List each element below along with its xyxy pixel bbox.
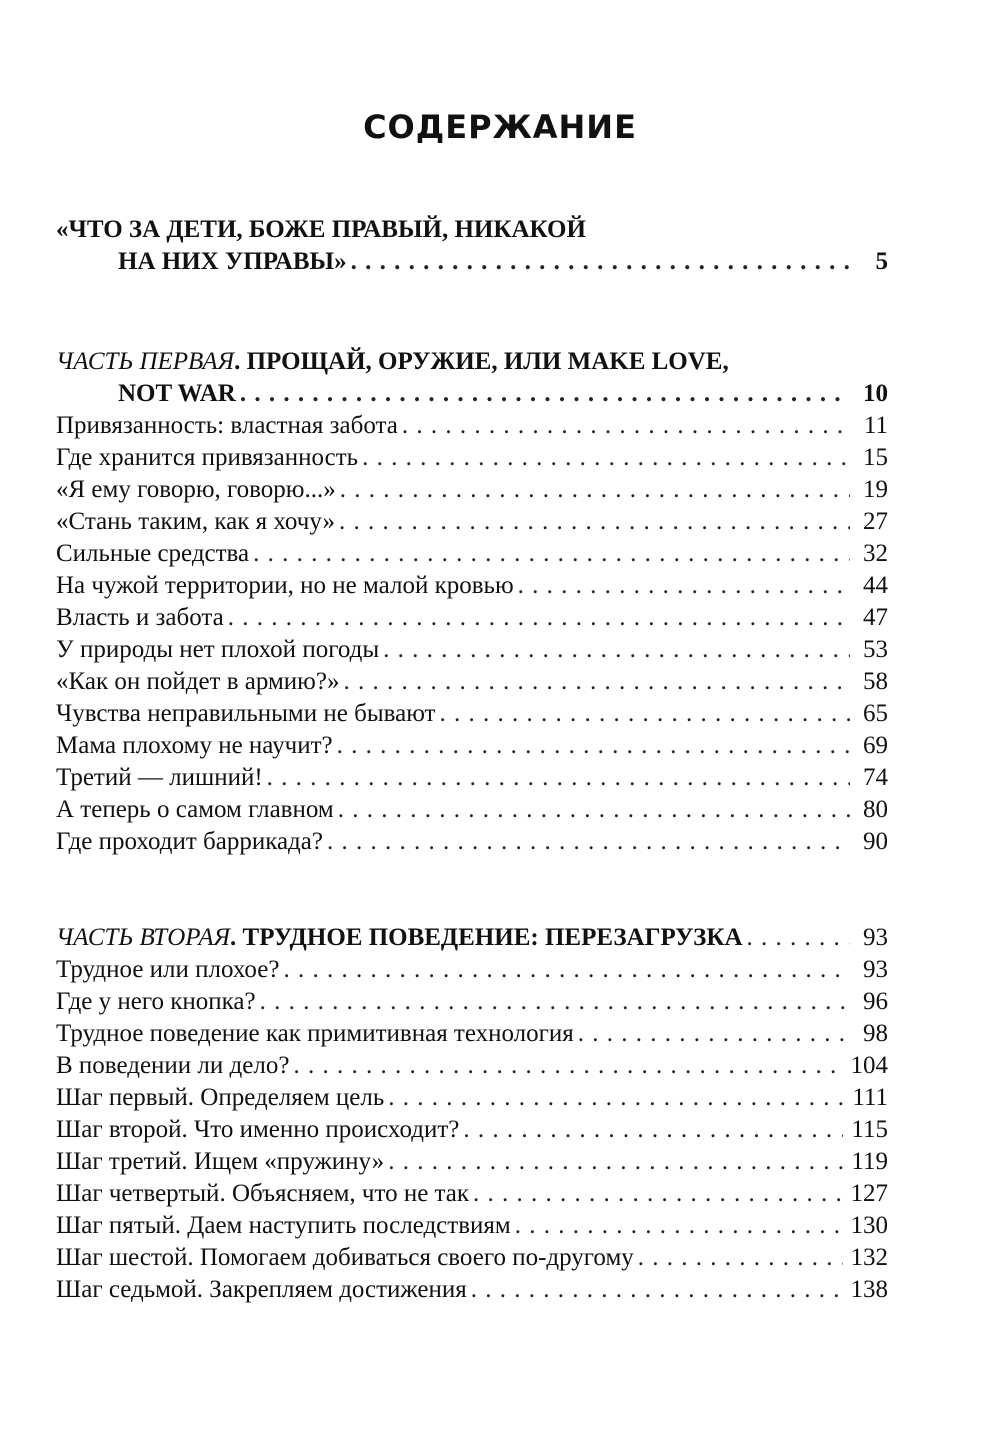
page-number: 130 <box>850 1212 888 1239</box>
toc-intro-section <box>56 214 888 278</box>
toc-entry[interactable] <box>56 634 888 666</box>
toc-entry-part2[interactable]: ЧАСТЬ ВТОРАЯ. ТРУДНОЕ ПОВЕДЕНИЕ: ПЕРЕЗАГРУЗКА . . . 93 <box>56 922 888 954</box>
toc-entry-label: Трудное поведение как примитивная технология <box>56 1020 574 1047</box>
page-number: 119 <box>851 1148 888 1175</box>
toc-entry[interactable] <box>56 1242 888 1274</box>
toc-entry[interactable] <box>56 602 888 634</box>
page-number: 74 <box>863 764 888 791</box>
dot-leader <box>260 986 850 1018</box>
dot-leader <box>327 826 850 858</box>
dot-leader <box>240 378 850 410</box>
toc-entry-label: «Я ему говорю, говорю...» <box>56 476 336 503</box>
toc-entry-label: «Стань таким, как я хочу» <box>56 508 335 535</box>
dot-leader <box>515 1210 843 1242</box>
toc-entry[interactable] <box>56 730 888 762</box>
dot-leader <box>578 1018 850 1050</box>
toc-entry[interactable] <box>56 698 888 730</box>
dot-leader <box>253 538 850 570</box>
dot-leader <box>463 1114 843 1146</box>
part1-entry-list <box>56 410 888 858</box>
toc-entry-label: У природы нет плохой погоды <box>56 636 380 663</box>
toc-entry[interactable] <box>56 570 888 602</box>
toc-entry-label: А теперь о самом главном <box>56 796 334 823</box>
intro-title-line-2: НА НИХ УПРАВЫ» <box>118 248 347 275</box>
toc-entry-label: Шаг седьмой. Закрепляем достижения <box>56 1276 467 1303</box>
toc-part1-section <box>56 346 888 858</box>
toc-entry[interactable] <box>56 442 888 474</box>
toc-entry-label: Где проходит баррикада? <box>56 828 323 855</box>
part1-title-line-1: ПРОЩАЙ, ОРУЖИЕ, ИЛИ MAKE LOVE, <box>246 348 729 375</box>
page-number: 90 <box>863 828 888 855</box>
page-number: 115 <box>851 1116 888 1143</box>
toc-entry-label: Шаг пятый. Даем наступить последствиям <box>56 1212 511 1239</box>
toc-entry-part1[interactable] <box>56 378 888 410</box>
toc-entry[interactable] <box>56 1050 888 1082</box>
toc-entry-label: Шаг второй. Что именно происходит? <box>56 1116 460 1143</box>
page-number: 96 <box>863 988 888 1015</box>
toc-entry[interactable] <box>56 538 888 570</box>
page-number: 19 <box>863 476 888 503</box>
page-number: 111 <box>852 1084 888 1111</box>
page-number: 138 <box>850 1276 888 1303</box>
dot-leader <box>518 570 850 602</box>
toc-entry-label: На чужой территории, но не малой кровью <box>56 572 514 599</box>
toc-entry-label: Где у него кнопка? <box>56 988 256 1015</box>
toc-entry[interactable] <box>56 1210 888 1242</box>
page-number: 69 <box>863 732 888 759</box>
page-number: 132 <box>850 1244 888 1271</box>
toc-entry[interactable] <box>56 954 888 986</box>
page-number: 10 <box>863 380 888 407</box>
part1-label: ЧАСТЬ ПЕРВАЯ <box>56 348 235 375</box>
dot-leader <box>471 1274 843 1306</box>
dot-leader <box>343 666 850 698</box>
page-number: 98 <box>863 1020 888 1047</box>
toc-entry[interactable] <box>56 1082 888 1114</box>
part2-title: ТРУДНОЕ ПОВЕДЕНИЕ: ПЕРЕЗАГРУЗКА <box>242 924 743 951</box>
dot-leader <box>293 1050 842 1082</box>
page-number: 127 <box>850 1180 888 1207</box>
toc-entry-label: Шаг первый. Определяем цель <box>56 1084 385 1111</box>
dot-leader <box>388 1082 844 1114</box>
dot-leader <box>337 730 850 762</box>
dot-leader <box>283 954 850 986</box>
dot-leader <box>747 922 850 954</box>
page-number: 65 <box>863 700 888 727</box>
page-number: 5 <box>875 248 888 275</box>
toc-entry-label: Где хранится привязанность <box>56 444 359 471</box>
toc-entry-label: Сильные средства <box>56 540 250 567</box>
dot-leader <box>638 1242 843 1274</box>
toc-entry-label: Власть и забота <box>56 604 224 631</box>
toc-entry[interactable] <box>56 1114 888 1146</box>
page-number: 15 <box>863 444 888 471</box>
toc-entry-label: Привязанность: властная забота <box>56 412 398 439</box>
part1-title-line-2: NOT WAR <box>118 380 236 407</box>
page-number: 47 <box>863 604 888 631</box>
part1-heading-line-1: ЧАСТЬ ПЕРВАЯ. ПРОЩАЙ, ОРУЖИЕ, ИЛИ MAKE LOVE, <box>56 348 729 375</box>
page-title: СОДЕРЖАНИЕ <box>363 108 637 146</box>
page-number: 104 <box>850 1052 888 1079</box>
dot-leader <box>383 634 850 666</box>
toc-entry-label: Трудное или плохое? <box>56 956 280 983</box>
toc-entry-label: Мама плохому не научит? <box>56 732 333 759</box>
part2-label: ЧАСТЬ ВТОРАЯ <box>56 924 231 951</box>
toc-entry-label: В поведении ли дело? <box>56 1052 290 1079</box>
toc-entry-label: «Как он пойдет в армию?» <box>56 668 340 695</box>
page-number: 80 <box>863 796 888 823</box>
dot-leader <box>473 1178 842 1210</box>
toc-entry[interactable] <box>56 794 888 826</box>
page-number: 93 <box>863 956 888 983</box>
dot-leader <box>267 762 850 794</box>
dot-leader <box>338 794 850 826</box>
dot-leader <box>340 474 850 506</box>
toc-entry-label: Шаг третий. Ищем «пружину» <box>56 1148 385 1175</box>
page-number: 11 <box>863 412 888 439</box>
toc-entry[interactable] <box>56 1146 888 1178</box>
toc-part2-section <box>56 922 888 1306</box>
toc-entry[interactable] <box>56 474 888 506</box>
toc-entry[interactable] <box>56 666 888 698</box>
toc-entry[interactable] <box>56 410 888 442</box>
dot-leader <box>351 246 850 278</box>
toc-entry-label: Шаг четвертый. Объясняем, что не так <box>56 1180 470 1207</box>
page-number: 44 <box>863 572 888 599</box>
toc-entry[interactable] <box>56 826 888 858</box>
dot-leader <box>439 698 850 730</box>
toc-entry[interactable] <box>56 1178 888 1210</box>
dot-leader <box>388 1146 843 1178</box>
dot-leader <box>362 442 850 474</box>
toc-entry[interactable] <box>56 506 888 538</box>
toc-entry-label: Чувства неправильными не бывают <box>56 700 436 727</box>
page-number: 58 <box>863 668 888 695</box>
toc-entry[interactable] <box>56 1018 888 1050</box>
page-number: 93 <box>863 924 888 951</box>
intro-title-line-1: «ЧТО ЗА ДЕТИ, БОЖЕ ПРАВЫЙ, НИКАКОЙ <box>56 216 586 243</box>
part2-entry-list <box>56 954 888 1306</box>
toc-entry-label: Шаг шестой. Помогаем добиваться своего по-другому <box>56 1244 634 1271</box>
toc-entry-intro[interactable] <box>56 246 888 278</box>
dot-leader <box>228 602 850 634</box>
page-number: 53 <box>863 636 888 663</box>
dot-leader <box>339 506 850 538</box>
toc-entry[interactable] <box>56 1274 888 1306</box>
dot-leader <box>402 410 850 442</box>
page-number: 32 <box>863 540 888 567</box>
toc-entry-label: Третий — лишний! <box>56 764 263 791</box>
toc-entry[interactable] <box>56 986 888 1018</box>
page-number: 27 <box>863 508 888 535</box>
toc-entry[interactable] <box>56 762 888 794</box>
